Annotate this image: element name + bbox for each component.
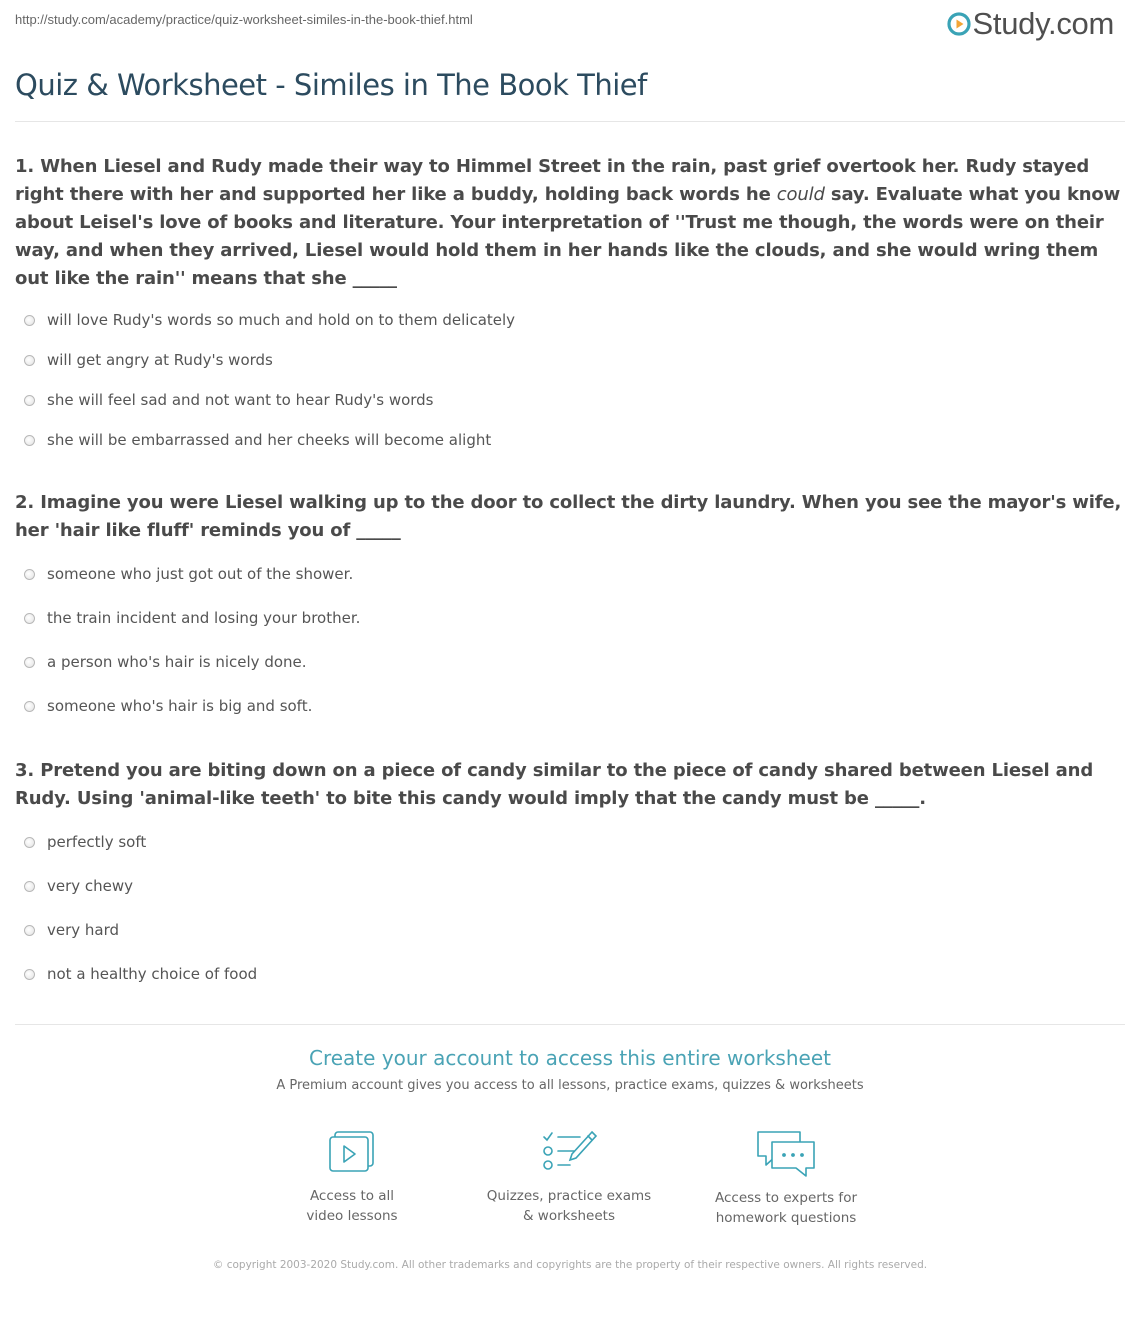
question-1 xyxy=(15,153,1127,293)
question-number: 3. xyxy=(15,760,35,781)
option-label: very hard xyxy=(47,921,120,939)
create-account-link[interactable]: Create your account to access this entire worksheet xyxy=(309,1046,831,1070)
question-2 xyxy=(15,489,1127,545)
answer-option[interactable] xyxy=(24,697,312,715)
cta-divider xyxy=(15,1024,1125,1025)
title-divider xyxy=(15,121,1125,122)
radio-icon[interactable] xyxy=(24,701,35,712)
question-text: Imagine you were Liesel walking up to the door to collect the dirty laundry. When you see the mayor's wife, her 'hair like fluff' reminds you of _____ xyxy=(15,492,1122,541)
question-number: 2. xyxy=(15,492,35,513)
quiz-checklist-icon xyxy=(540,1128,598,1176)
option-label: a person who's hair is nicely done. xyxy=(47,653,307,671)
logo-text: Study.com xyxy=(972,6,1114,41)
feature-label-line: Access to experts for xyxy=(714,1190,857,1206)
study-logo[interactable] xyxy=(947,6,1114,42)
question-text-italic: could xyxy=(776,184,825,205)
answer-option[interactable] xyxy=(24,921,119,939)
option-label: will love Rudy's words so much and hold on to them delicately xyxy=(47,311,516,329)
feature-experts xyxy=(686,1128,886,1228)
answer-option[interactable] xyxy=(24,431,491,449)
answer-option[interactable] xyxy=(24,351,273,369)
option-label: perfectly soft xyxy=(47,833,147,851)
radio-icon[interactable] xyxy=(24,395,35,406)
radio-icon[interactable] xyxy=(24,881,35,892)
feature-label xyxy=(469,1186,669,1226)
option-label: she will feel sad and not want to hear Rudy's words xyxy=(47,391,434,409)
feature-label xyxy=(252,1186,452,1226)
feature-label-line: homework questions xyxy=(715,1210,857,1226)
radio-icon[interactable] xyxy=(24,925,35,936)
answer-option[interactable] xyxy=(24,609,360,627)
play-logo-icon xyxy=(947,12,971,36)
page-url: http://study.com/academy/practice/quiz-worksheet-similes-in-the-book-thief.html xyxy=(15,12,473,27)
radio-icon[interactable] xyxy=(24,613,35,624)
radio-icon[interactable] xyxy=(24,657,35,668)
question-text: When Liesel and Rudy made their way to Himmel Street in the rain, past grief overtook her. Rudy stayed right there with her and supported her like a buddy, holding back words he xyxy=(15,156,1090,205)
radio-icon[interactable] xyxy=(24,315,35,326)
option-label: will get angry at Rudy's words xyxy=(47,351,273,369)
option-label: someone who just got out of the shower. xyxy=(47,565,354,583)
radio-icon[interactable] xyxy=(24,969,35,980)
feature-label-line: video lessons xyxy=(306,1208,398,1224)
option-label: the train incident and losing your brother. xyxy=(47,609,361,627)
option-label: she will be embarrassed and her cheeks will become alight xyxy=(47,431,492,449)
feature-video-lessons xyxy=(252,1128,452,1226)
answer-option[interactable] xyxy=(24,311,515,329)
radio-icon[interactable] xyxy=(24,569,35,580)
answer-option[interactable] xyxy=(24,653,307,671)
feature-label xyxy=(686,1188,886,1228)
page-title: Quiz & Worksheet - Similes in The Book Thief xyxy=(15,68,647,102)
answer-option[interactable] xyxy=(24,965,257,983)
feature-label-line: Access to all xyxy=(309,1188,395,1204)
question-text: Pretend you are biting down on a piece of candy similar to the piece of candy shared between Liesel and Rudy. Using 'animal-like teeth' to bite this candy would imply that the candy must be _____. xyxy=(15,760,1094,809)
cta-subtitle: A Premium account gives you access to all lessons, practice exams, quizzes & worksheets xyxy=(276,1078,864,1093)
question-text: say. Evaluate what you know about Leisel's love of books and literature. Your interpretation of ''Trust me though, the words were on their way, and when they arrived, Liesel would hold them in her hands like the clouds, and she would wring them out like the rain'' means that she _____ xyxy=(15,184,1121,289)
option-label: someone who's hair is big and soft. xyxy=(47,697,313,715)
feature-label-line: & worksheets xyxy=(522,1208,615,1224)
answer-option[interactable] xyxy=(24,391,434,409)
expert-chat-icon xyxy=(754,1128,818,1178)
radio-icon[interactable] xyxy=(24,355,35,366)
option-label: very chewy xyxy=(47,877,134,895)
radio-icon[interactable] xyxy=(24,837,35,848)
question-number: 1. xyxy=(15,156,35,177)
feature-label-line: Quizzes, practice exams xyxy=(486,1188,652,1204)
answer-option[interactable] xyxy=(24,877,133,895)
option-label: not a healthy choice of food xyxy=(47,965,258,983)
question-3 xyxy=(15,757,1127,813)
copyright-notice: © copyright 2003-2020 Study.com. All other trademarks and copyrights are the property of their respective owners. All rights reserved. xyxy=(212,1259,928,1271)
answer-option[interactable] xyxy=(24,565,353,583)
feature-quizzes xyxy=(469,1128,669,1226)
video-lessons-icon xyxy=(324,1128,380,1176)
radio-icon[interactable] xyxy=(24,435,35,446)
answer-option[interactable] xyxy=(24,833,146,851)
